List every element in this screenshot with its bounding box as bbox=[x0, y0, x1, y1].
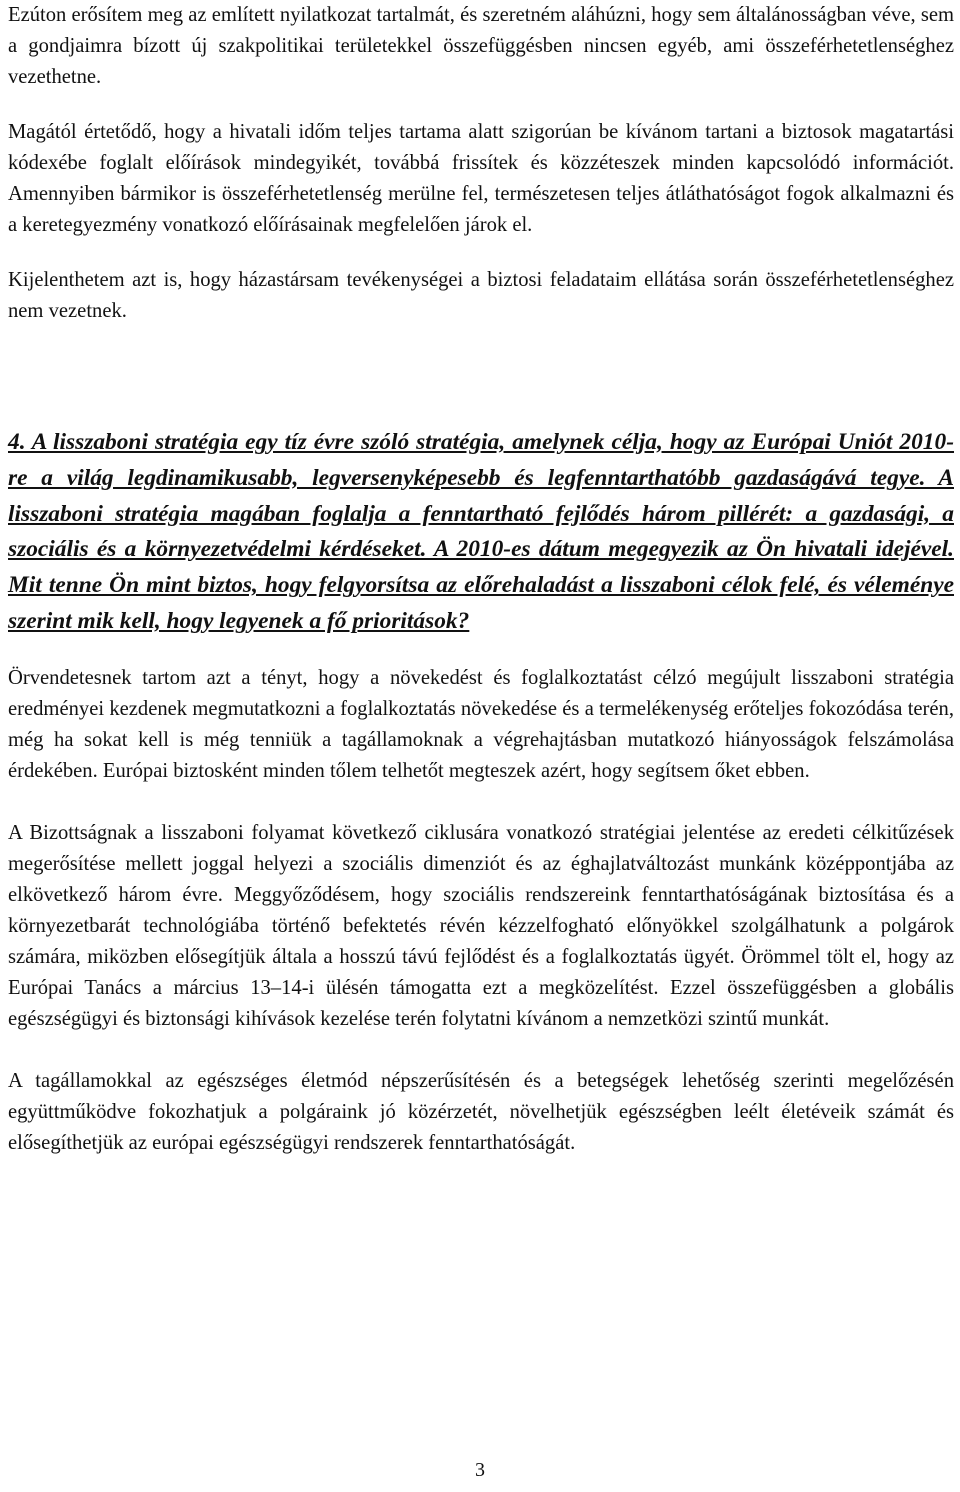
question-4-lisbon-strategy: 4. A lisszaboni stratégia egy tíz évre szóló stratégia, amelynek célja, hogy az Európai Uniót 2010-re a világ legdinamikusabb, legversenyképesebb és legfenntarthatóbb gazdaságává tegye. A lisszaboni stratégia magában foglalja a fenntartható fejlődés három pillérét: a gazdasági, a szociális és a környezetvédelmi kérdéseket. A 2010-es dátum megegyezik az Ön hivatali idejével. Mit tenne Ön mint biztos, hogy felgyorsítsa az előrehaladást a lisszaboni célok felé, és véleménye szerint mik kell, hogy legyenek a fő prioritások? bbox=[8, 429, 954, 634]
document-page bbox=[8, 0, 954, 1159]
answer-paragraph-commission-report: A Bizottságnak a lisszaboni folyamat következő ciklusára vonatkozó stratégiai jelentése az eredeti célkitűzések megerősítése mellett joggal helyezi a szociális dimenziót és az éghajlatváltozást munkánk középpontjába az elkövetkező három évre. Meggyőződésem, hogy szociális rendszereink fenntarthatóságának biztosítása és a környezetbarát technológiába történő befektetés révén kézzelfogható előnyökkel szolgálhatunk a polgárok számára, miközben elősegítjük általa a hosszú távú fejlődést és a foglalkoztatás ügyét. Örömmel tölt el, hogy az Európai Tanács a március 13–14-i ülésén támogatta ezt a megközelítést. Ezzel összefüggésben a globális egészségügyi és biztonsági kihívások kezelése terén folytatni kívánom a nemzetközi szintű munkát. bbox=[8, 821, 954, 1030]
answer-paragraph-growth: Örvendetesnek tartom azt a tényt, hogy a növekedést és foglalkoztatást célzó megújult lisszaboni stratégia eredményei kezdenek megmutatkozni a foglalkoztatás növekedése és a termelékenység erőteljes fokozódása terén, még ha sokat kell is még tenniük a tagállamoknak a végrehajtásban mutatkozó hiányosságok felszámolása érdekében. Európai biztosként minden tőlem telhetőt megteszek azért, hogy segítsem őket ebben. bbox=[8, 666, 954, 782]
page-number: 3 bbox=[475, 1459, 485, 1481]
paragraph-declaration: Ezúton erősítem meg az említett nyilatkozat tartalmát, és szeretném aláhúzni, hogy sem általánosságban véve, sem a gondjaimra bízott új szakpolitikai területekkel összefüggésben nincsen egyéb, ami összeférhetetlenséghez vezethetne. bbox=[8, 4, 954, 88]
answer-paragraph-healthy-lifestyle: A tagállamokkal az egészséges életmód népszerűsítésén és a betegségek lehetőség szerinti megelőzésén együttműködve fokozhatjuk a polgáraink jó közérzetét, növelhetjük egészségben leélt életéveik számát és elősegíthetjük az európai egészségügyi rendszerek fenntarthatóságát. bbox=[8, 1069, 954, 1154]
paragraph-code-of-conduct: Magától értetődő, hogy a hivatali időm teljes tartama alatt szigorúan be kívánom tartani a biztosok magatartási kódexébe foglalt előírások mindegyikét, továbbá frissítek és közzéteszek minden kapcsolódó információt. Amennyiben bármikor is összeférhetetlenség merülne fel, természetesen teljes átláthatóságot fogok alkalmazni és a keretegyezmény vonatkozó előírásainak megfelelően járok el. bbox=[8, 121, 954, 236]
paragraph-spouse-activities: Kijelenthetem azt is, hogy házastársam tevékenységei a biztosi feladataim ellátása során összeférhetetlenséghez nem vezetnek. bbox=[8, 269, 954, 322]
